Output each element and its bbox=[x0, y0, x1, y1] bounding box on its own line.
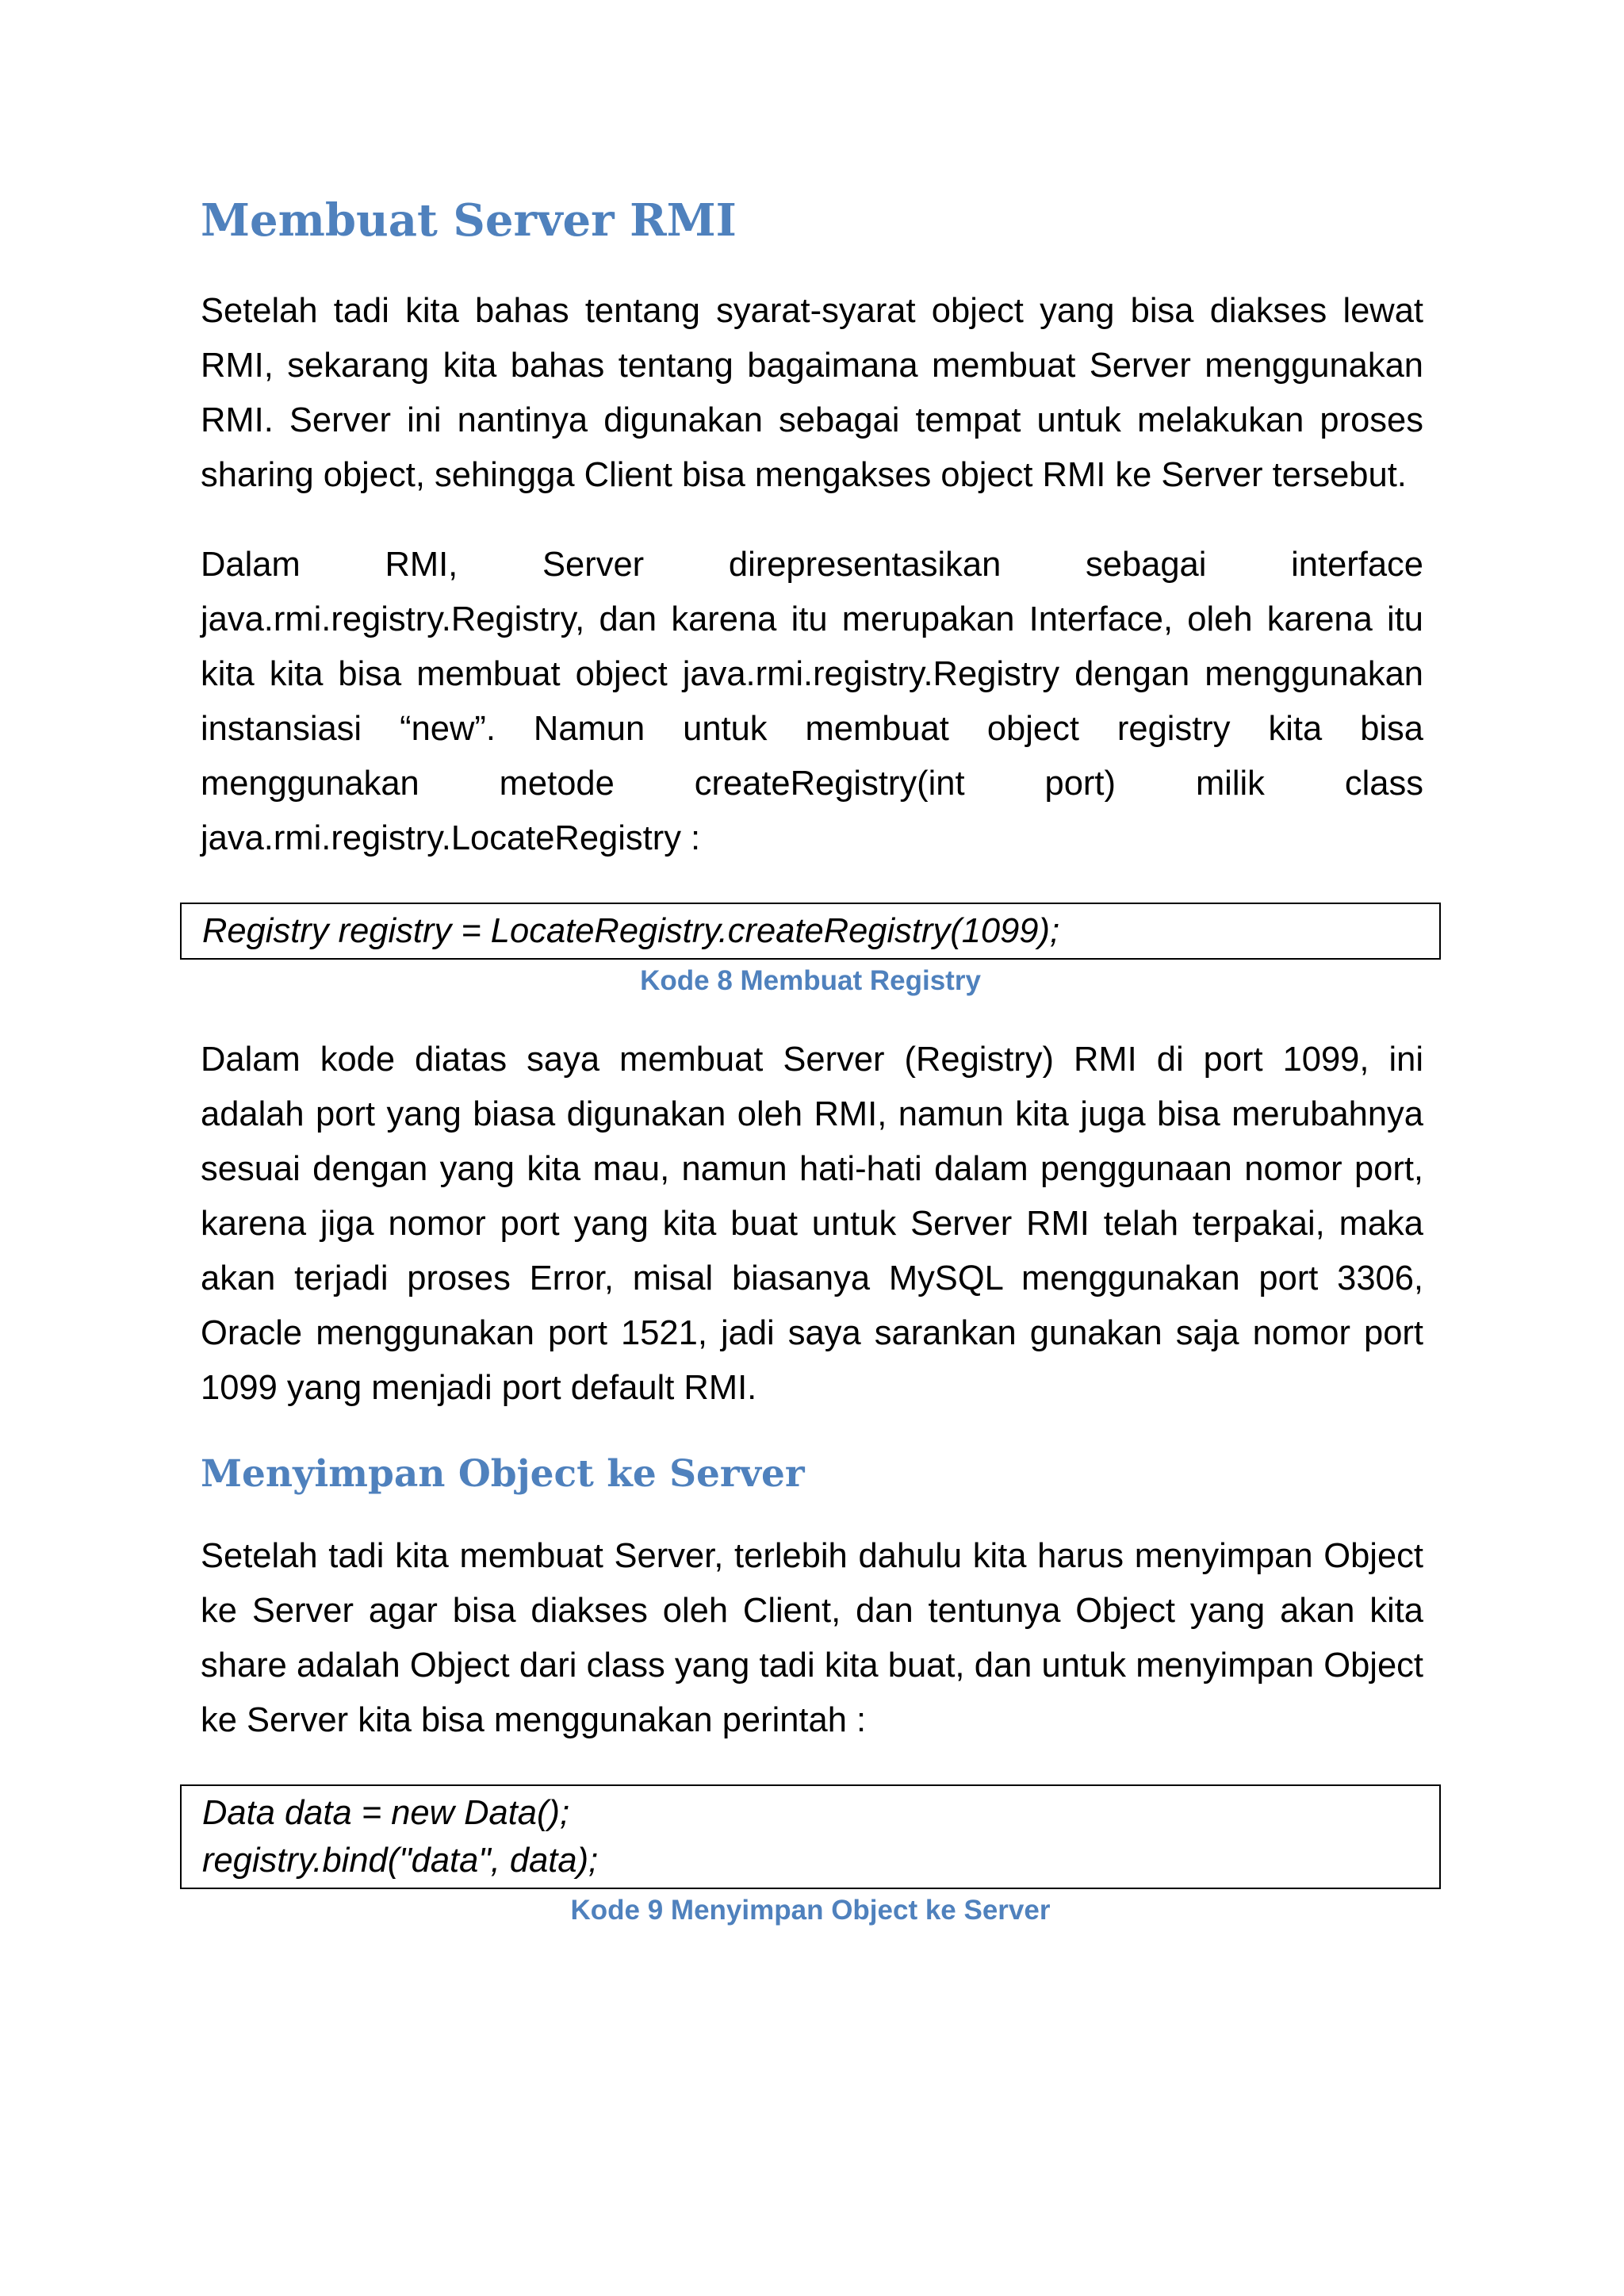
code-line: Data data = new Data(); bbox=[202, 1793, 570, 1832]
code-block-bind bbox=[180, 1784, 1441, 1889]
subsection-heading: Menyimpan Object ke Server bbox=[201, 1452, 805, 1497]
paragraph-port: Dalam kode diatas saya membuat Server (Registry) RMI di port 1099, ini adalah port yang biasa digunakan oleh RMI, namun kita juga bisa merubahnya sesuai dengan yang kita mau, namun hati-hati dalam penggunaan nomor port, karena jiga nomor port yang kita buat untuk Server RMI telah terpakai, maka akan terjadi proses Error, misal biasanya MySQL menggunakan port 3306, Oracle menggunakan port 1521, jadi saya sarankan gunakan saja nomor port 1099 yang menjadi port default RMI. bbox=[201, 1041, 1423, 1408]
paragraph-bind: Setelah tadi kita membuat Server, terlebih dahulu kita harus menyimpan Object ke Server agar bisa diakses oleh Client, dan tentunya Object yang akan kita share adalah Object dari class yang tadi kita buat, dan untuk menyimpan Object ke Server kita bisa menggunakan perintah : bbox=[201, 1536, 1423, 1739]
section-heading: Membuat Server RMI bbox=[201, 194, 737, 247]
paragraph-intro: Setelah tadi kita bahas tentang syarat-syarat object yang bisa diakses lewat RMI, sekarang kita bahas tentang bagaimana membuat Server menggunakan RMI. Server ini nantinya digunakan sebagai tempat untuk melakukan proses sharing object, sehingga Client bisa mengakses object RMI ke Server tersebut. bbox=[201, 292, 1423, 495]
code-caption-registry: Kode 8 Membuat Registry bbox=[640, 965, 981, 997]
code-block-registry bbox=[180, 903, 1441, 960]
code-caption-bind: Kode 9 Menyimpan Object ke Server bbox=[570, 1894, 1051, 1926]
code-line: Registry registry = LocateRegistry.createRegistry(1099); bbox=[202, 912, 1060, 951]
page-content bbox=[201, 194, 1423, 1929]
paragraph-registry: Dalam RMI, Server direpresentasikan sebagai interface java.rmi.registry.Registry, dan karena itu merupakan Interface, oleh karena itu kita kita bisa membuat object java.rmi.registry.Registry dengan menggunakan instansiasi “new”. Namun untuk membuat object registry kita bisa menggunakan metode createRegistry(int port) milik class java.rmi.registry.LocateRegistry : bbox=[201, 546, 1423, 858]
code-line: registry.bind("data", data); bbox=[202, 1841, 599, 1880]
